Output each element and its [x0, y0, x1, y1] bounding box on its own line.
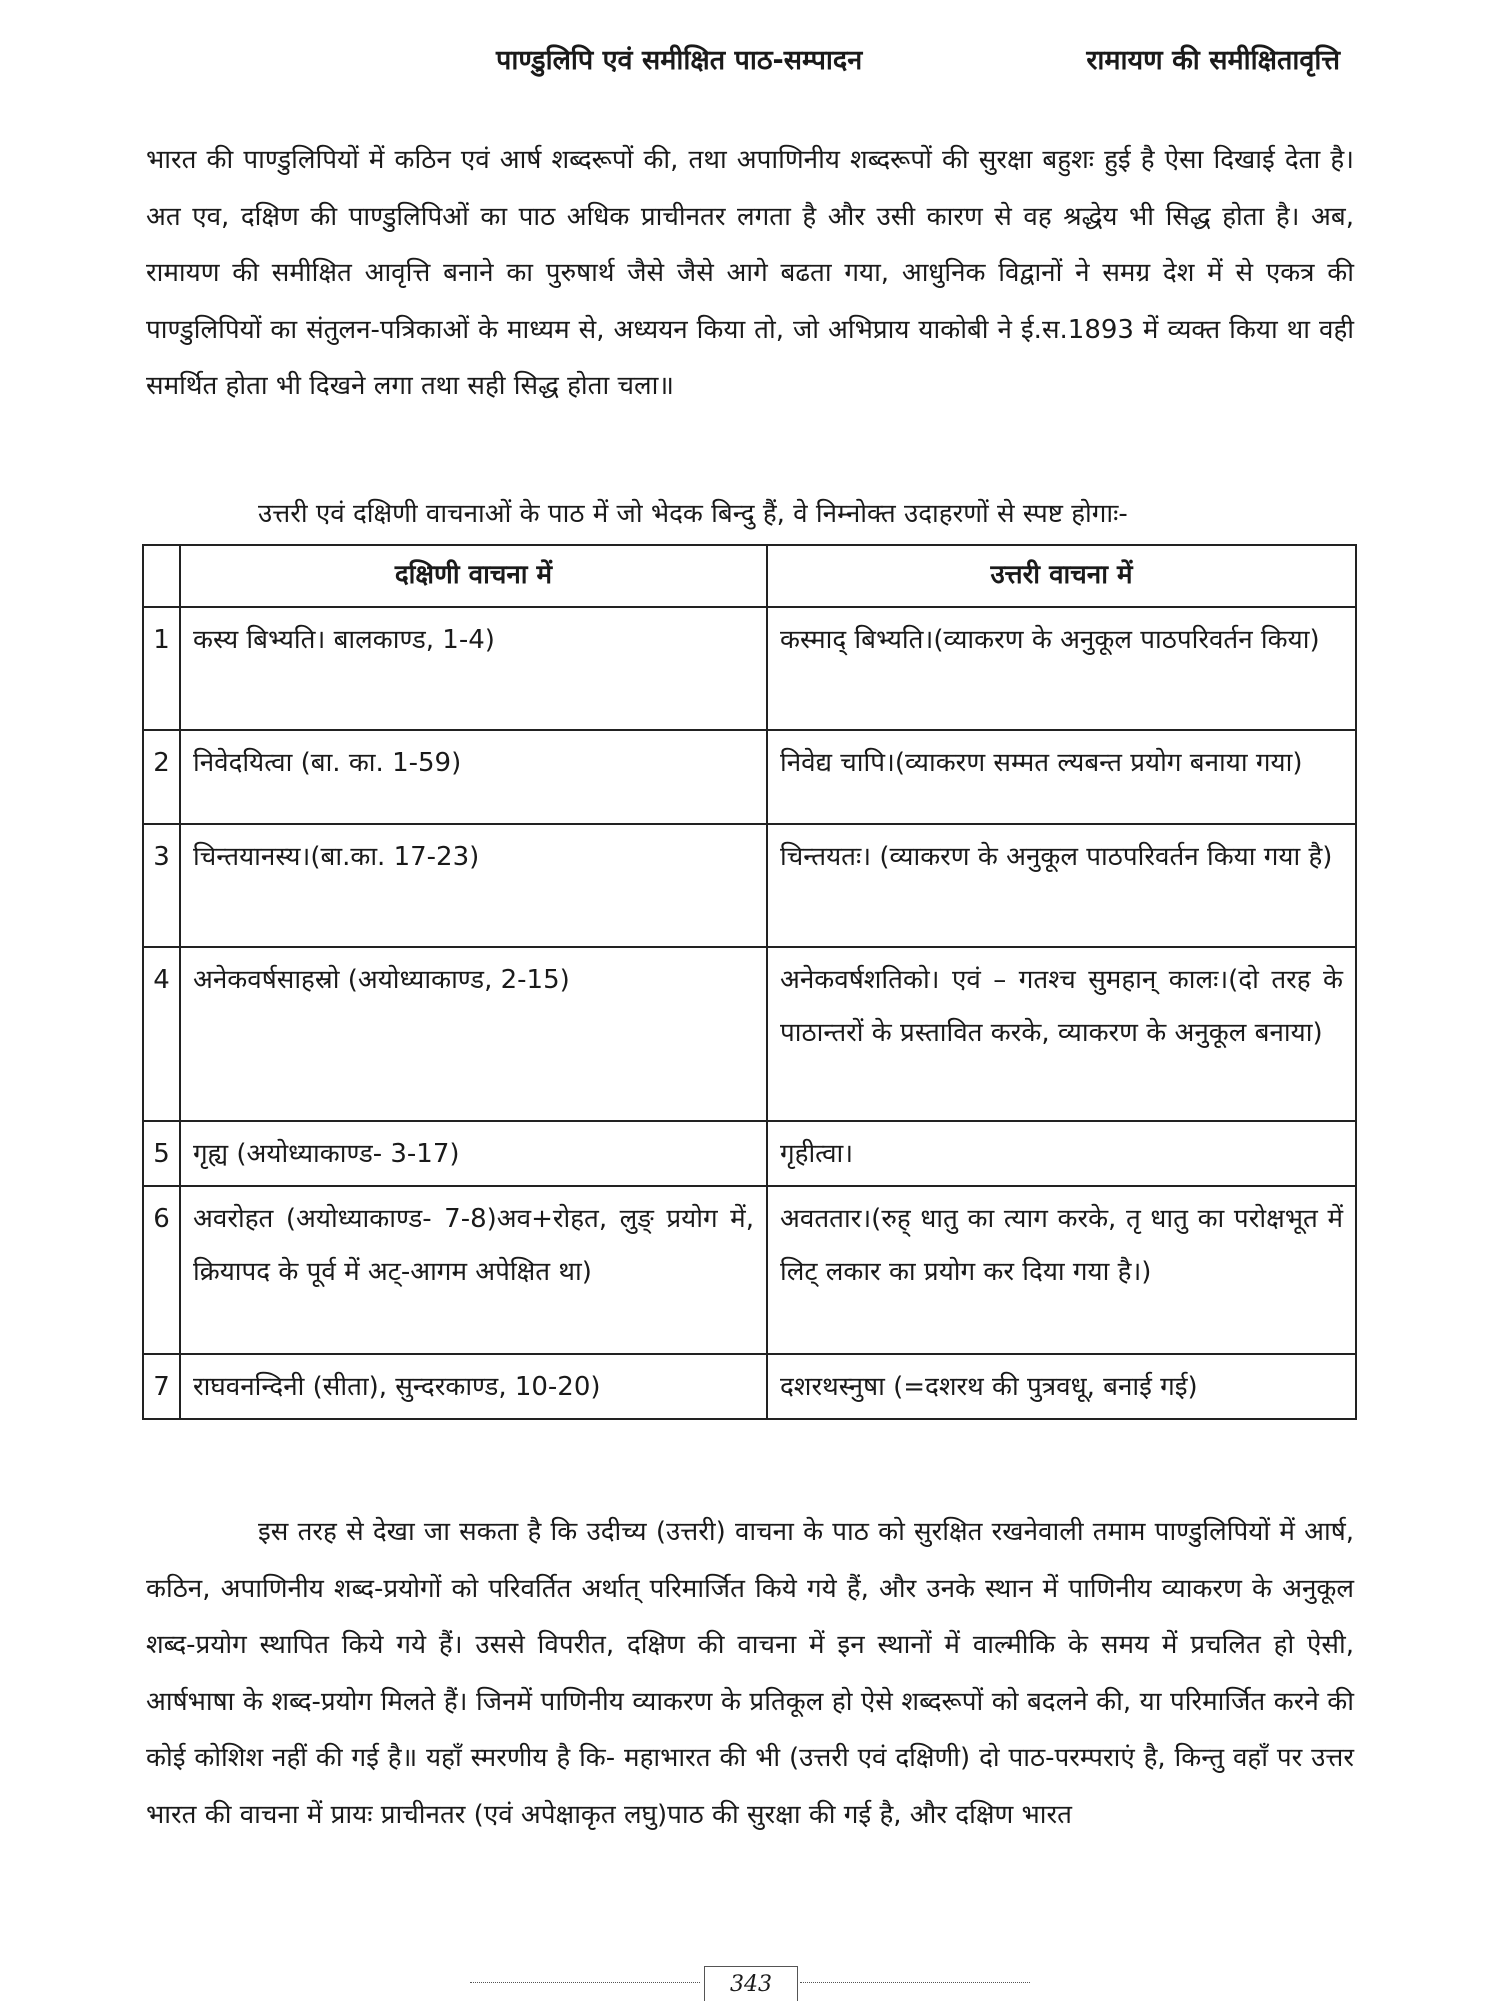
southern-reading: अनेकवर्षसाहस्रो (अयोध्याकाण्ड, 2-15): [180, 947, 767, 1121]
southern-reading: चिन्तयानस्य।(बा.का. 17-23): [180, 824, 767, 947]
header-cell-number: [143, 545, 180, 607]
page-number: 343: [704, 1966, 798, 2001]
running-header: [140, 40, 1340, 80]
northern-reading: अवततार।(रुह् धातु का त्याग करके, तृ धातु का परोक्षभूत में लिट् लकार का प्रयोग कर दिया गया है।): [767, 1186, 1356, 1354]
row-number: 4: [143, 947, 180, 1121]
table-row: [143, 824, 1356, 947]
northern-reading: अनेकवर्षशतिको। एवं – गतश्च सुमहान् कालः।(दो तरह के पाठान्तरों के प्रस्तावित करके, व्याकरण के अनुकूल बनाया): [767, 947, 1356, 1121]
recension-comparison-table: [142, 544, 1357, 1420]
northern-reading: गृहीत्वा।: [767, 1121, 1356, 1186]
southern-reading: कस्य बिभ्यति। बालकाण्ड, 1-4): [180, 607, 767, 730]
row-number: 3: [143, 824, 180, 947]
northern-reading: निवेद्य चापि।(व्याकरण सम्मत ल्यबन्त प्रयोग बनाया गया): [767, 730, 1356, 824]
page-footer: [470, 1966, 1030, 2000]
row-number: 6: [143, 1186, 180, 1354]
southern-reading: गृह्य (अयोध्याकाण्ड- 3-17): [180, 1121, 767, 1186]
header-cell-southern: दक्षिणी वाचना में: [180, 545, 767, 607]
northern-reading: चिन्तयतः। (व्याकरण के अनुकूल पाठपरिवर्तन किया गया है): [767, 824, 1356, 947]
southern-reading: अवरोहत (अयोध्याकाण्ड- 7-8)अव+रोहत, लुङ् प्रयोग में, क्रियापद के पूर्व में अट्-आगम अपेक्षित था): [180, 1186, 767, 1354]
row-number: 1: [143, 607, 180, 730]
table-intro-line: उत्तरी एवं दक्षिणी वाचनाओं के पाठ में जो भेदक बिन्दु हैं, वे निम्नोक्त उदाहरणों से स्पष्ट होगाः-: [258, 499, 1128, 529]
row-number: 5: [143, 1121, 180, 1186]
table-row: [143, 1186, 1356, 1354]
northern-reading: दशरथस्नुषा (=दशरथ की पुत्रवधू, बनाई गई): [767, 1354, 1356, 1419]
paragraph-2: इस तरह से देखा जा सकता है कि उदीच्य (उत्तरी) वाचना के पाठ को सुरक्षित रखनेवाली तमाम पाण्डुलिपियों में आर्ष, कठिन, अपाणिनीय शब्द-प्रयोगों को परिवर्तित अर्थात् परिमार्जित किये गये हैं, और उनके स्थान में पाणिनीय व्याकरण के अनुकूल शब्द-प्रयोग स्थापित किये गये हैं। उससे विपरीत, दक्षिण की वाचना में इन स्थानों में वाल्मीकि के समय में प्रचलित हो ऐसी, आर्षभाषा के शब्द-प्रयोग मिलते हैं। जिनमें पाणिनीय व्याकरण के प्रतिकूल हो ऐसे शब्दरूपों को बदलने की, या परिमार्जित करने की कोई कोशिश नहीं की गई है॥ यहाँ स्मरणीय है कि- महाभारत की भी (उत्तरी एवं दक्षिणी) दो पाठ-परम्पराएं है, किन्तु वहाँ पर उत्तर भारत की वाचना में प्रायः प्राचीनतर (एवं अपेक्षाकृत लघु)पाठ की सुरक्षा की गई है, और दक्षिण भारत: [146, 1517, 1354, 1830]
footer-rule-right: [800, 1982, 1030, 1983]
table-header-row: [143, 545, 1356, 607]
header-chapter-title: रामायण की समीक्षितावृत्ति: [1086, 45, 1340, 76]
footer-rule-left: [470, 1982, 700, 1983]
table-row: [143, 947, 1356, 1121]
header-book-title: पाण्डुलिपि एवं समीक्षित पाठ-सम्पादन: [496, 45, 863, 76]
table-row: [143, 607, 1356, 730]
row-number: 7: [143, 1354, 180, 1419]
row-number: 2: [143, 730, 180, 824]
northern-reading: कस्माद् बिभ्यति।(व्याकरण के अनुकूल पाठपरिवर्तन किया): [767, 607, 1356, 730]
table-row: [143, 1354, 1356, 1419]
header-cell-northern: उत्तरी वाचना में: [767, 545, 1356, 607]
table-row: [143, 730, 1356, 824]
southern-reading: राघवनन्दिनी (सीता), सुन्दरकाण्ड, 10-20): [180, 1354, 767, 1419]
paragraph-1: भारत की पाण्डुलिपियों में कठिन एवं आर्ष शब्दरूपों की, तथा अपाणिनीय शब्दरूपों की सुरक्षा बहुशः हुई है ऐसा दिखाई देता है। अत एव, दक्षिण की पाण्डुलिपिओं का पाठ अधिक प्राचीनतर लगता है और उसी कारण से वह श्रद्धेय भी सिद्ध होता है। अब, रामायण की समीक्षित आवृत्ति बनाने का पुरुषार्थ जैसे जैसे आगे बढता गया, आधुनिक विद्वानों ने समग्र देश में से एकत्र की पाण्डुलिपियों का संतुलन-पत्रिकाओं के माध्यम से, अध्ययन किया तो, जो अभिप्राय याकोबी ने ई.स.1893 में व्यक्त किया था वही समर्थित होता भी दिखने लगा तथा सही सिद्ध होता चला॥: [146, 145, 1354, 401]
southern-reading: निवेदयित्वा (बा. का. 1-59): [180, 730, 767, 824]
table-row: [143, 1121, 1356, 1186]
